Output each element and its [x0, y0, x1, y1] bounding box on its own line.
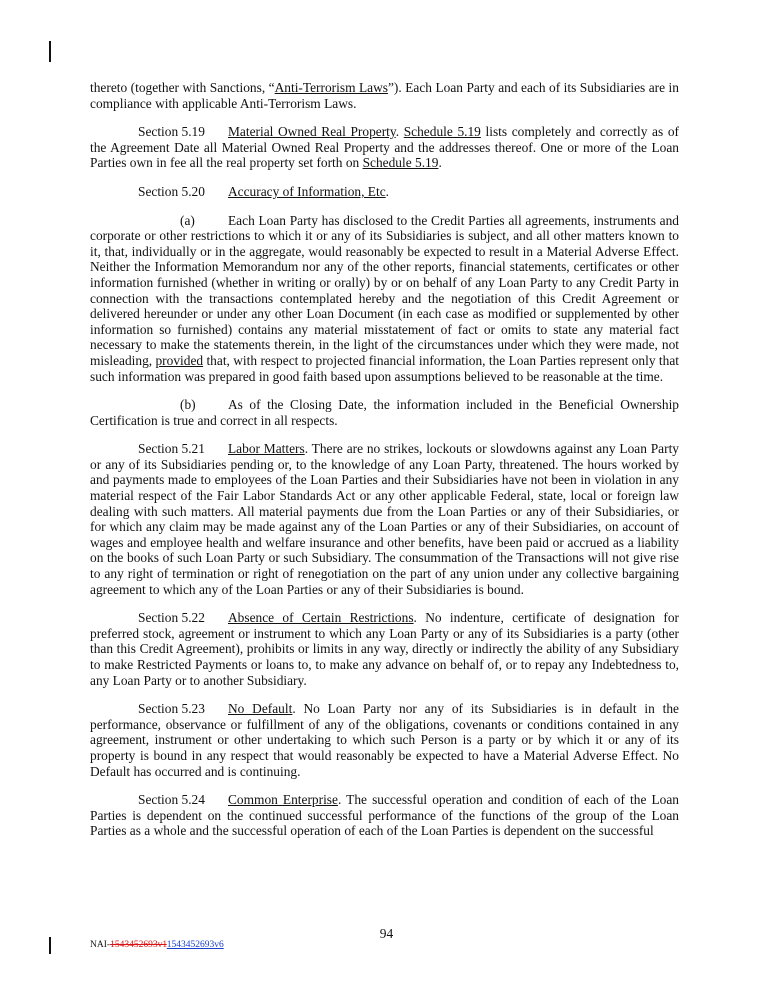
section-title: Absence of Certain Restrictions [228, 610, 414, 626]
deleted-doc-id: 1543452693v1 [110, 940, 167, 950]
section-5-20-b: (b) As of the Closing Date, the information included in the Beneficial Ownership Certification is true and correct in all respects. [90, 397, 679, 428]
section-number: Section 5.22 [138, 610, 205, 626]
section-title: Labor Matters [228, 441, 305, 457]
inserted-doc-id: 1543452693v6 [166, 940, 224, 950]
section-title: Accuracy of Information, Etc [228, 183, 386, 199]
section-number: Section 5.23 [138, 701, 205, 717]
section-title: No Default [228, 701, 293, 717]
section-number: Section 5.24 [138, 792, 205, 808]
page-number: 94 [379, 926, 394, 941]
defined-term: Anti-Terrorism Laws [274, 80, 388, 95]
section-5-19: Section 5.19 Material Owned Real Property. Schedule 5.19 lists completely and correctly as of the Agreement Date all Material Owned Real Property and the addresses thereof. One or more of the Loan Parties own in fee all the real property set forth on Schedule 5.19. [90, 124, 679, 171]
clause-label: (b) [180, 397, 196, 413]
section-number: Section 5.19 [138, 124, 205, 140]
change-bar-top [49, 41, 51, 62]
section-number: Section 5.21 [138, 441, 205, 457]
section-5-20: Section 5.20 Accuracy of Information, Etc. [138, 183, 390, 199]
section-5-23: Section 5.23 No Default. No Loan Party nor any of its Subsidiaries is in default in the performance, observance or fulfillment of any of the obligations, covenants or conditions contained in any agreement, instrument or other undertaking to which such Person is a party or by which it or any of its property is bound in any respect that would reasonably be expected to have a Material Adverse Effect. No Default has occurred and is continuing. [90, 701, 679, 779]
section-number: Section 5.20 [138, 183, 205, 199]
page-body [90, 80, 679, 852]
proviso-term: provided [155, 352, 204, 368]
section-5-21: Section 5.21 Labor Matters. There are no strikes, lockouts or slowdowns against any Loan Party or any of its Subsidiaries pending or, to the knowledge of any Loan Party, threatened. The hours worked by and payments made to employees of the Loan Parties and their Subsidiaries have not been in violation in any material respect of the Fair Labor Standards Act or any other applicable Federal, state, local or foreign law dealing with such matters. All material payments due from the Loan Parties or any of their Subsidiaries, or for which any claim may be made against any of the Loan Parties or any of their Subsidiaries, on account of wages and employee health and welfare insurance and other benefits, have been paid or accrued as a liability on the books of such Loan Party or such Subsidiary. The consummation of the Transactions will not give rise to any right of termination or right of renegotiation on the part of any union under any collective bargaining agreement to which any of the Loan Parties or any of their Subsidiaries is bound. [90, 441, 679, 597]
clause-label: (a) [180, 212, 195, 228]
section-5-22: Section 5.22 Absence of Certain Restrictions. No indenture, certificate of designation for preferred stock, agreement or instrument to which any Loan Party or any of its Subsidiaries is a party (other than this Credit Agreement), prohibits or limits in any way, directly or indirectly the ability of any Subsidiary to make Restricted Payments or loans to, to make any advance on behalf of, or to repay any Indebtedness to, any Loan Party or to another Subsidiary. [90, 610, 680, 688]
section-title: Common Enterprise [228, 792, 338, 808]
section-5-24: Section 5.24 Common Enterprise. The successful operation and condition of each of the Loan Parties is dependent on the continued successful performance of the functions of the group of the Loan Parties as a whole and the successful operation of each of the Loan Parties is dependent on the successful [90, 792, 679, 839]
document-id: NAI-1543452693v11543452693v6 [90, 940, 224, 950]
schedule-ref: Schedule 5.19 [403, 124, 481, 140]
paragraph-intro: thereto (together with Sanctions, “Anti-Terrorism Laws”). Each Loan Party and each of its Subsidiaries are in compliance with applicable Anti-Terrorism Laws. [90, 80, 679, 111]
schedule-ref: Schedule 5.19 [362, 155, 439, 171]
section-5-20-a: (a) Each Loan Party has disclosed to the Credit Parties all agreements, instruments and corporate or other restrictions to which it or any of its Subsidiaries is subject, and all other matters known to it, that, individually or in the aggregate, would reasonably be expected to result in a Material Adverse Effect. Neither the Information Memorandum nor any of the other reports, financial statements, certificates or other information furnished (whether in writing or orally) by or on behalf of any Loan Party to any Credit Party in connection with the transactions contemplated hereby and the negotiation of this Credit Agreement or delivered hereunder or under any other Loan Document (in each case as modified or supplemented by other information so furnished) contains any material misstatement of fact or omits to state any material fact necessary to make the statements therein, in the light of the circumstances under which they were made, not misleading, provided that, with respect to projected financial information, the Loan Parties represent only that such information was prepared in good faith based upon assumptions believed to be reasonable at the time. [90, 212, 679, 384]
section-title: Material Owned Real Property [228, 124, 396, 140]
